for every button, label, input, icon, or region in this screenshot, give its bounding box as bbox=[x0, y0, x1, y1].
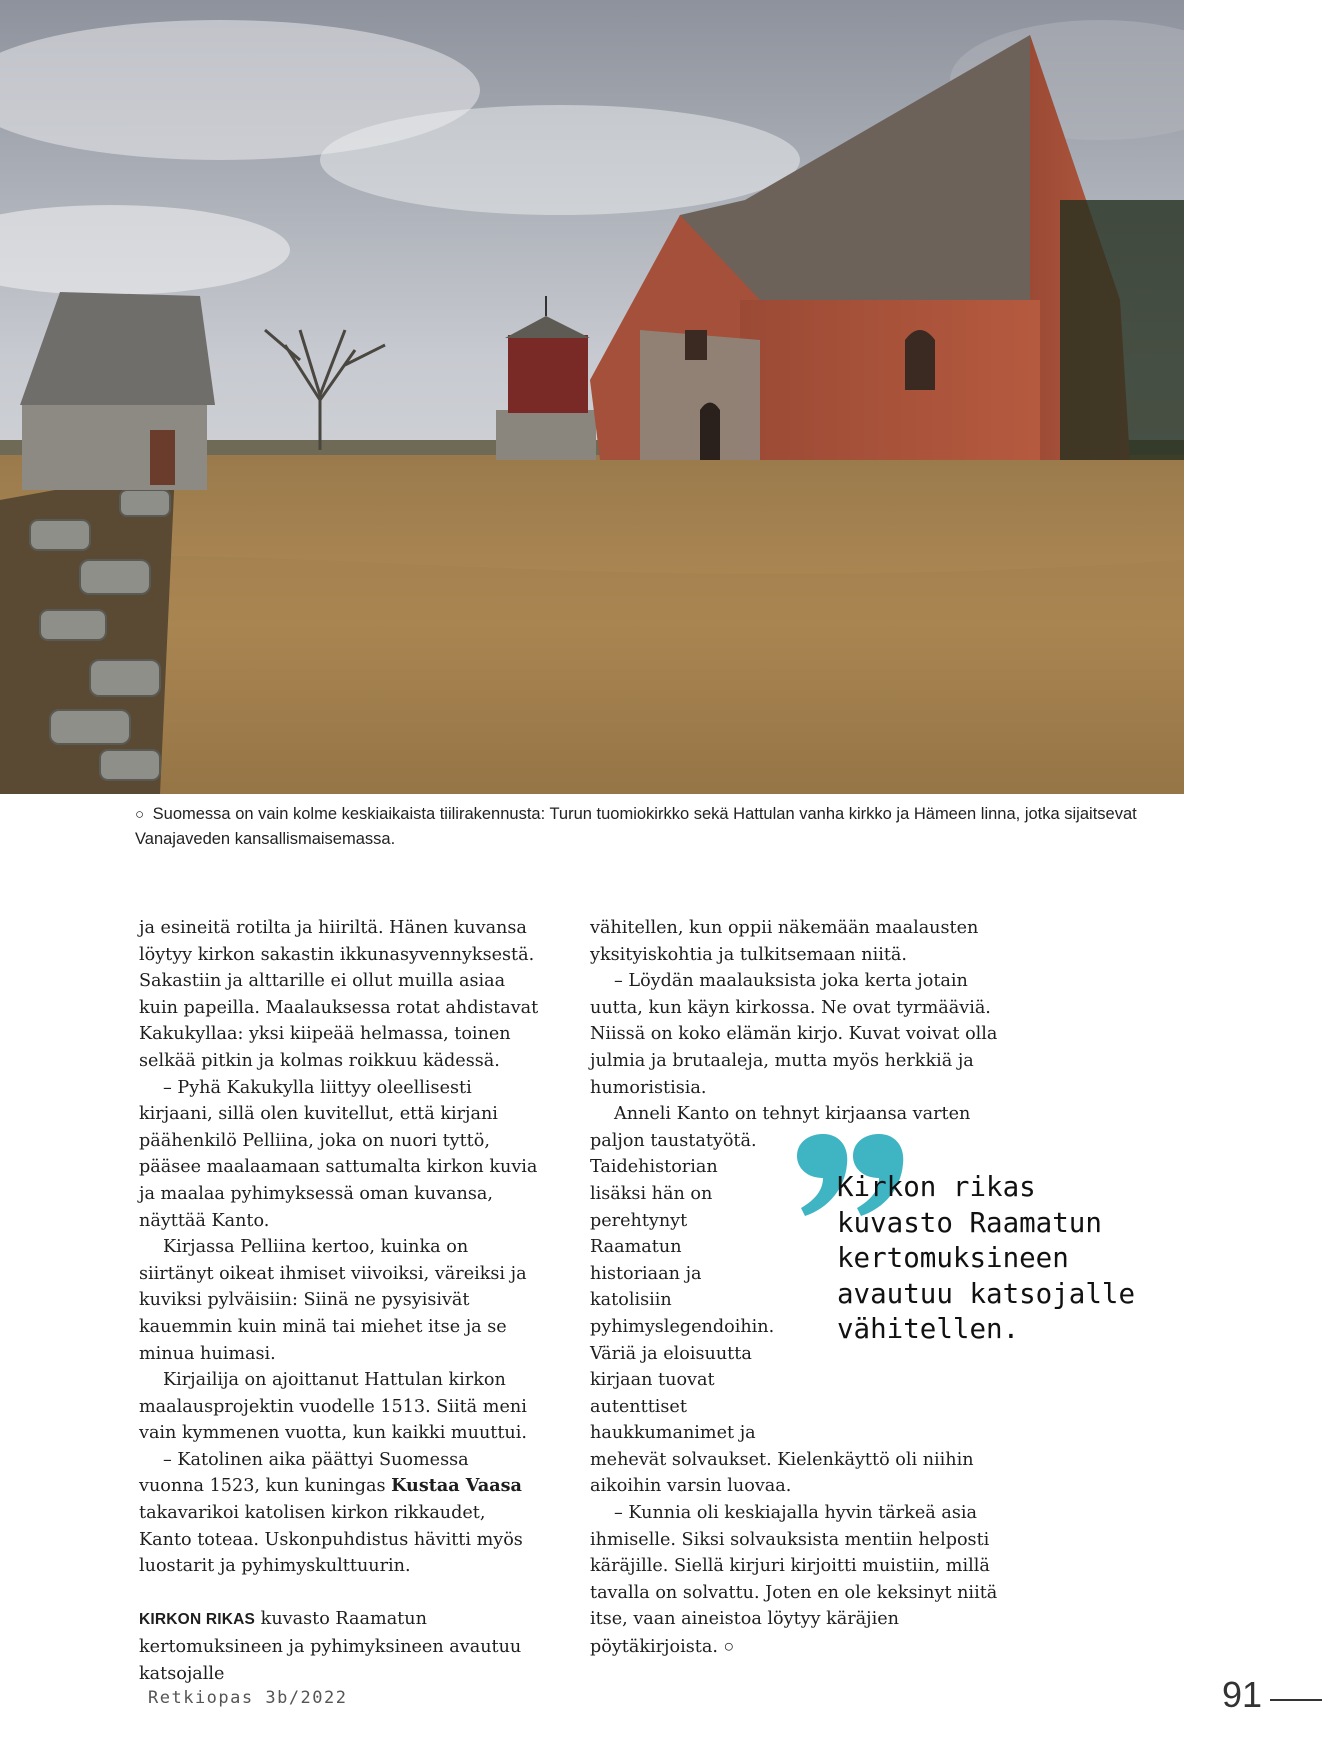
end-mark-icon: ○ bbox=[723, 1636, 735, 1657]
paragraph bbox=[590, 1500, 1000, 1661]
church-photo bbox=[0, 0, 1184, 794]
photo-caption bbox=[135, 802, 1185, 851]
page-number: 91 bbox=[1222, 1674, 1263, 1715]
paragraph: – Pyhä Kakukylla liittyy oleellisesti kirjaani, sillä olen kuvitellut, että kirjani päähenkilö Pelliina, joka on nuori tyttö, pääsee maalaamaan sattumalta kirkon kuvia ja maalaa pyhimyksessä oman kuvansa, näyttää Kanto. bbox=[139, 1077, 538, 1231]
paragraph-text: kuvasto Raamatun kertomuksineen ja pyhimyksineen avautuu katsojalle bbox=[139, 1609, 522, 1684]
paragraph: Anneli Kanto on tehnyt kirjaansa varten bbox=[614, 1104, 971, 1125]
paragraph: vähitellen, kun oppii näkemään maalausten yksityiskohtia ja tulkitsemaan niitä. bbox=[590, 918, 979, 965]
caption-text: Suomessa on vain kolme keskiaikaista tiilirakennusta: Turun tuomiokirkko sekä Hattulan vanha kirkko ja Hämeen linna, jotka sijaitsevat Vanajaveden kansallismaisemassa. bbox=[135, 805, 1137, 848]
pull-quote: Kirkon rikas kuvasto Raamatun kertomuksineen avautuu katsojalle vähitellen. bbox=[837, 1171, 1136, 1345]
paragraph: Kirjassa Pelliina kertoo, kuinka on siirtänyt oikeat ihmiset viivoiksi, väreiksi ja kuviksi pylväisiin: Siinä ne pysyisivät kauemmin kuin minä tai miehet itse ja se minua huimasi. bbox=[139, 1237, 527, 1364]
paragraph: Kirjailija on ajoittanut Hattulan kirkon maalausprojektin vuodelle 1513. Siitä meni vain kymmenen vuotta, kun kaikki muuttui. bbox=[139, 1370, 527, 1444]
section-kicker: KIRKON RIKAS bbox=[139, 1611, 256, 1629]
person-name: Kustaa Vaasa bbox=[391, 1475, 522, 1497]
paragraph bbox=[139, 1606, 539, 1687]
paragraph-text: – Katolinen aika päättyi Suomessa vuonna 1523, kun kuningas bbox=[139, 1449, 469, 1497]
publication-name: Retkiopas 3b/2022 bbox=[148, 1688, 348, 1708]
paragraph-text: takavarikoi katolisen kirkon rikkaudet, Kanto toteaa. Uskonpuhdistus hävitti myös luostarit ja pyhimyskulttuurin. bbox=[139, 1503, 523, 1577]
paragraph: ja esineitä rotilta ja hiiriltä. Hänen kuvansa löytyy kirkon sakastin ikkunasyvennyksestä. Sakastiin ja alttarille ei ollut muilla asiaa kuin papeilla. Maalauksessa rotat ahdistavat Kakukyllaa: yksi kiipeää helmassa, toinen selkää pitkin ja kolmas roikkuu kädessä. bbox=[139, 918, 539, 1071]
paragraph-narrow: paljon taustatyötä. Taidehistorian lisäksi hän on perehtynyt Raamatun historiaan ja katolisiin pyhimyslegendoihin. Väriä ja eloisuutta kirjaan tuovat autenttiset haukkumanimet ja bbox=[590, 1130, 775, 1444]
paragraph: mehevät solvaukset. Kielenkäyttö oli niihin aikoihin varsin luovaa. bbox=[590, 1449, 974, 1497]
caption-bullet-icon: ○ bbox=[135, 806, 145, 823]
page-number-rule bbox=[1270, 1699, 1322, 1701]
paragraph: – Löydän maalauksista joka kerta jotain uutta, kun käyn kirkossa. Ne ovat tyrmääviä. Niissä on koko elämän kirjo. Kuvat voivat olla julmia ja brutaaleja, mutta myös herkkiä ja humoristisia. bbox=[590, 971, 998, 1098]
paragraph-text: – Kunnia oli keskiajalla hyvin tärkeä asia ihmiselle. Siksi solvauksista mentiin helposti käräjille. Siellä kirjuri kirjoitti muistiin, millä tavalla on solvattu. Joten en ole keksinyt niitä itse, vaan aineistoa löytyy käräjien pöytäkirjoista. bbox=[590, 1503, 998, 1658]
article-column-left bbox=[139, 915, 539, 1687]
paragraph bbox=[139, 1447, 539, 1580]
